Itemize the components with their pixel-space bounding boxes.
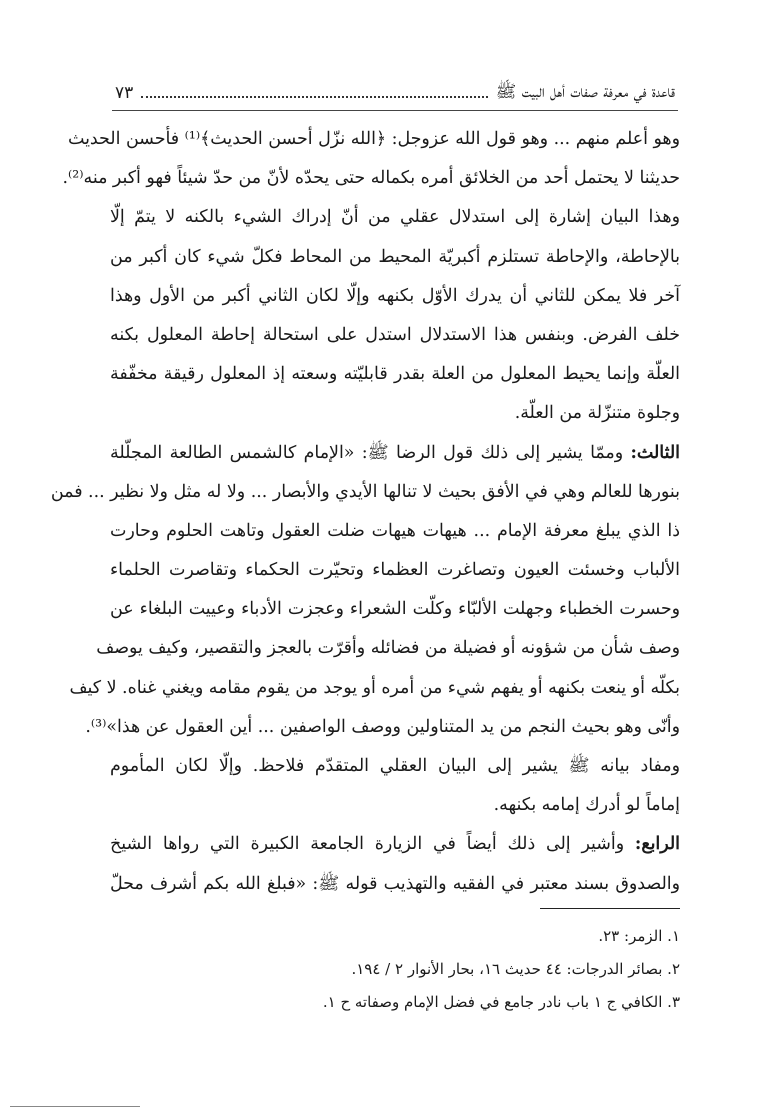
body-line: خلف الفرض. وبنفس هذا الاستدلال استدل على استحالة إحاطة المعلول بكنه [110, 324, 680, 345]
footnote: ٢. بصائر الدرجات: ٤٤ حديث ١٦، بحار الأنوار ٢ / ١٩٤. [351, 960, 680, 978]
running-header [115, 80, 675, 106]
body-line: وهو أعلم منهم ... وهو قول الله عزوجل: ﴿الله نزّل أحسن الحديث﴾⁽¹⁾ فأحسن الحديث [68, 129, 680, 149]
footnotes [110, 920, 680, 1019]
body-line: الثالث: وممّا يشير إلى ذلك قول الرضا ﷺ: «الإمام كالشمس الطالعة المجلّلة [110, 442, 680, 463]
body-line: إماماً لو أدرك إمامه بكنهه. [493, 795, 680, 816]
section-run-in-heading: الثالث: [630, 442, 680, 463]
body-line: العلّة وإنما يحيط المعلول من العلة بقدر قابليّته وسعته إذ المعلول رقيقة مخفّفة [110, 364, 680, 385]
footnote-separator [540, 908, 680, 909]
footnote: ١. الزمر: ٢٣. [598, 927, 680, 945]
body-line: وصف شأن من شؤونه أو فضيلة من فضائله وأقرّت بالعجز والتقصير، وكيف يوصف [96, 638, 680, 659]
body-line: ومفاد بيانه ﷺ يشير إلى البيان العقلي المتقدّم فلاحظ. وإلّا لكان المأموم [110, 756, 680, 776]
body-line: ذا الذي يبلغ معرفة الإمام ... هيهات هيهات ضلت العقول وتاهت الحلوم وحارت [110, 520, 680, 541]
header-rule [112, 110, 678, 111]
body-line: وأنّى وهو بحيث النجم من يد المتناولين ووصف الواصفين ... أين العقول عن هذا»⁽³⁾. [85, 716, 680, 737]
body-line: وهذا البيان إشارة إلى استدلال عقلي من أنّ إدراك الشيء بالكنه لا يتمّ إلّا [110, 207, 680, 228]
body-line: وحسرت الخطباء وجهلت الألبّاء وكلّت الشعراء وعجزت الأدباء وعييت البلغاء عن [110, 599, 680, 620]
body-line: وجلوة متنزّلة من العلّة. [514, 403, 680, 424]
body-text [50, 120, 680, 904]
page-edge-mark [10, 1106, 140, 1107]
body-line: حديثنا لا يحتمل أحد من الخلائق أمره بكماله حتى يحدّه لأنّ من حدّ شيئاً فهو أكبر منه⁽²⁾. [62, 168, 680, 189]
body-line: والصدوق بسند معتبر في الفقيه والتهذيب قوله ﷺ: «فبلغ الله بكم أشرف محلّ [110, 873, 680, 894]
body-line: الألباب وخسئت العيون وتصاغرت العظماء وتحيّرت الحكماء وتقاصرت الحلماء [110, 560, 680, 581]
section-run-in-heading: الرابع: [634, 834, 680, 855]
footnote: ٣. الكافي ج ١ باب نادر جامع في فضل الإمام وصفاته ح ١. [322, 993, 680, 1011]
body-line: بنورها للعالم وهي في الأفق بحيث لا تنالها الأيدي والأبصار ... ولا له مثل ولا نظير ... فمن [50, 481, 680, 502]
body-line: الرابع: وأشير إلى ذلك أيضاً في الزيارة الجامعة الكبيرة التي رواها الشيخ [110, 834, 680, 855]
body-line: بالإحاطة، والإحاطة تستلزم أكبريّة المحيط من المحاط فكلّ شيء كان أكبر من [110, 246, 680, 267]
page-number: ٧٣ [115, 83, 134, 103]
running-header-title: قاعدة في معرفة صفات أهل البيت ﷺ [495, 81, 675, 102]
body-line: بكلّه أو ينعت بكنهه أو يفهم شيء من أمره أو يوجد من يقوم مقامه ويغني غناه. لا كيف [69, 677, 680, 698]
header-dot-leader [141, 96, 488, 98]
body-line: آخر فلا يمكن للثاني أن يدرك الأوّل بكنهه وإلّا لكان الثاني أكبر من الأول وهذا [110, 285, 680, 306]
